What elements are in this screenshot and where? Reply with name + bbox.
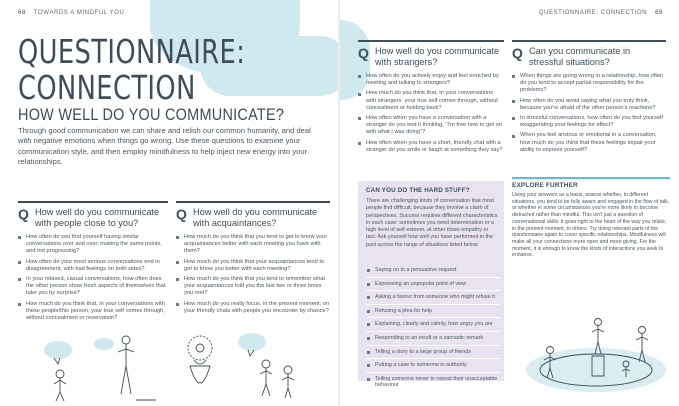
question-block-acquaintances [176,201,330,318]
question-title: How well do you communicate with strangers? [375,46,500,67]
question-item: In your relaxed, casual conversations, how often does the other person show fresh aspects of themselves that take you by surprise? [18,276,168,298]
panel-item: Refusing a plea for help [366,308,500,319]
question-header [176,201,330,228]
question-item: How often do you find yourself having similar conversations over and over, making the same points, and not progressing? [18,234,168,256]
question-list [18,234,168,322]
page-subtitle: HOW WELL DO YOU COMMUNICATE? [18,105,285,124]
question-block-close-people [18,201,168,325]
folio-right [539,10,663,16]
question-item: How much do you think that you tend to remember what your acquaintances told you the last two or three times you met? [176,276,330,298]
question-item: How much do you think that your acquaintances tend to get to know you better with each meeting? [176,259,330,273]
hard-stuff-panel [358,181,504,389]
illustration-people-group [172,326,312,404]
explore-title: EXPLORE FURTHER [512,177,670,189]
question-item: How often do your most serious conversations end in disagreement, with bad feelings on both sides? [18,259,168,273]
question-letter: Q [176,206,187,222]
question-letter: Q [358,45,369,61]
question-item: How much do you think that, in your conversations with strangers, your true self comes through, without concealment or holding back? [358,90,504,112]
question-letter: Q [18,206,29,222]
intro-paragraph: Through good communication we can share and relish our common humanity, and deal with negative emotions when things go wrong. Use these questions to examine your communication style, and then employ mindfulness to help inject new energy into your relationships. [18,126,311,167]
question-item: How much do you really focus, in the present moment, on your friendly chats with people you encounter by chance? [176,301,330,315]
page-number: 69 [655,10,663,16]
question-item: In stressful conversations, how often do you find yourself exaggerating your feelings for effect? [512,115,666,129]
question-item: How often do you avoid saying what you truly think, because you're afraid of the other person's reactions? [512,98,666,112]
panel-text: There are challenging kinds of conversation that most people find difficult, because they involve a clash of perspectives. Success requires different characteristics in each case: sometimes you need determination or a high level of self-esteem, at other times empathy or tact. Ask yourself how well you have performed in the past across the range of situations listed below. [366,198,498,248]
panel-item: Telling someone never to repeat their unacceptable behaviour [366,376,500,393]
illustration-people-talking [40,330,160,402]
question-header [18,201,168,228]
question-item: How often when you have a short, friendly chat with a stranger do you smile or laugh at something they say? [358,140,504,154]
title-line-1: QUESTIONNAIRE: [18,32,246,71]
panel-item: Responding to an insult or a sarcastic remark [366,335,500,346]
right-page [340,0,679,406]
panel-item: Explaining, clearly and calmly, how angry you are [366,321,500,332]
question-item: How much do you think that you tend to get to know your acquaintances better with each meeting you have with them? [176,234,330,256]
question-header [512,40,666,67]
question-item: When you feel anxious or emotional in a conversation, how much do you think that these feelings impair your ability to express yourself? [512,132,666,154]
folio-left [18,10,125,16]
running-head: TOWARDS A MINDFUL YOU [33,10,125,16]
question-list [176,234,330,315]
question-item: When things are going wrong in a relationship, how often do you tend to accept partial responsibility for the problems? [512,73,666,95]
explore-text: Using your answers as a basis, assess whether, in different situations, you tend to be fully aware and engaged in the flow of talk, or whether in some circumstances you're more likely to become distracted rather than mindful. This isn't just a question of conversational skills: it goes right to the heart of the way you relate, in the present moment, to others. Try doing relevant parts of the questionnaire again to cover specific relationships. Mindfulness will make all your connections more open and more giving. For the moment, it is enough to know the kinds of interactions you seek to enhance. [512,192,670,259]
panel-item: Asking a favour from someone who might refuse it [366,294,500,305]
running-head: QUESTIONNAIRE: CONNECTION [538,10,648,16]
panel-item: Expressing an unpopular point of view [366,281,500,292]
title-line-2: CONNECTION [18,68,196,107]
page-number: 68 [18,10,26,16]
panel-title: CAN YOU DO THE HARD STUFF? [366,187,470,194]
question-letter: Q [512,45,523,61]
question-list [512,73,666,154]
question-item: How often do you actively enjoy and feel enriched by meeting and talking to strangers? [358,73,504,87]
question-item: How much do you think that, in your conversations with these people/this person, your true self comes through, without concealment or reservation? [18,301,168,323]
panel-item: Telling a story to a large group of friends [366,349,500,360]
speech-bubble-icon [44,341,72,359]
question-title: How well do you communicate with people close to you? [35,207,160,228]
panel-item: Putting a case to someone in authority [366,362,500,373]
illustration-people-circle [516,300,672,400]
question-block-stressful [512,40,666,157]
page-title [18,34,245,106]
panel-list [366,267,500,396]
question-block-strangers [358,40,504,157]
question-list [358,73,504,154]
question-title: Can you communicate in stressful situations? [529,46,631,67]
question-title: How well do you communicate with acquaintances? [193,207,318,228]
question-header [358,40,504,67]
explore-further-box [512,177,670,259]
panel-item: Saying no to a persuasive request [366,267,500,278]
question-item: How often when you have a conversation with a stranger do you end it thinking, "I'm free now to get on with what I was doing"? [358,115,504,137]
